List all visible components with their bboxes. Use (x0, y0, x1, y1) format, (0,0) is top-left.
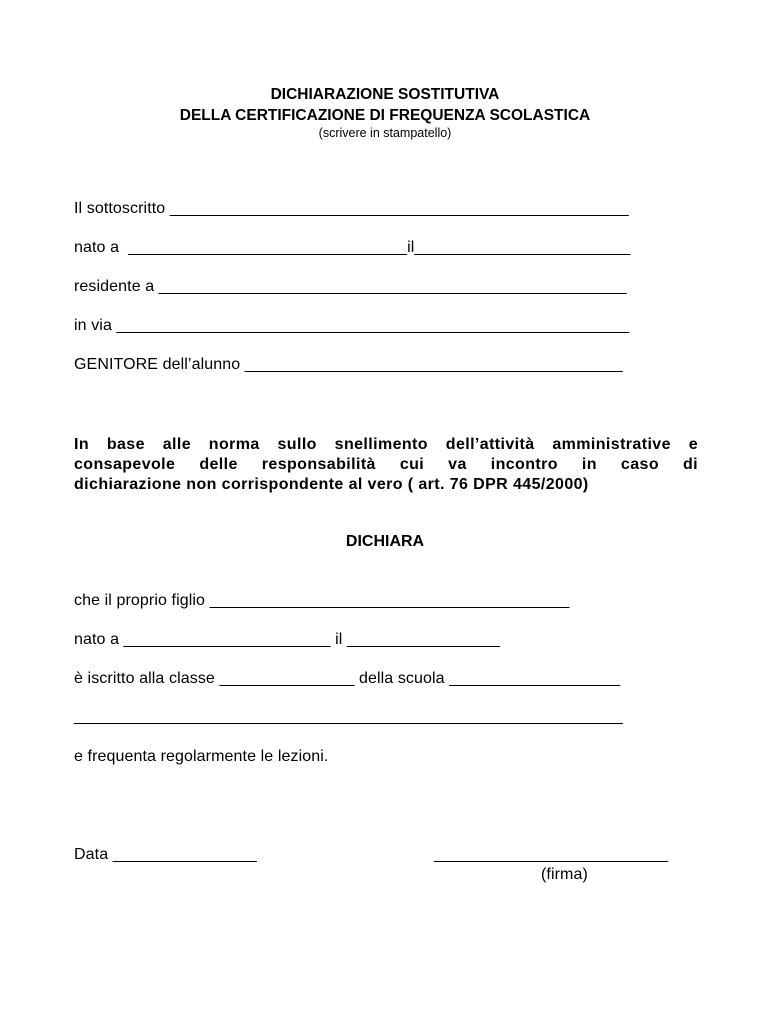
dichiara-heading: DICHIARA (345, 533, 425, 550)
document-title-line1: DICHIARAZIONE SOSTITUTIVA (270, 86, 500, 103)
parent-birthplace-field[interactable]: nato a _______________________________il________________________ (74, 239, 631, 256)
declaration-line2: consapevole delle responsabilità cui va incontro in caso di (74, 456, 698, 473)
declaration-line1: In base alle norma sullo snellimento dell’attività amministrative e (74, 436, 698, 453)
parent-of-student-field[interactable]: GENITORE dell’alunno __________________________________________ (74, 356, 623, 373)
sottoscritto-field[interactable]: Il sottoscritto ___________________________________________________ (74, 200, 629, 217)
school-continuation-field[interactable]: _____________________________________________________________ (74, 708, 623, 725)
declaration-paragraph (74, 435, 698, 495)
child-name-field[interactable]: che il proprio figlio ________________________________________ (74, 592, 570, 609)
signature-label: (firma) (541, 866, 588, 883)
document-subtitle: (scrivere in stampatello) (318, 126, 452, 140)
street-field[interactable]: in via _________________________________________________________ (74, 317, 630, 334)
document-title-line2: DELLA CERTIFICAZIONE DI FREQUENZA SCOLASTICA (179, 107, 591, 124)
date-field[interactable]: Data ________________ (74, 846, 257, 863)
signature-field[interactable]: __________________________ (434, 846, 668, 863)
class-school-field[interactable]: è iscritto alla classe _______________ della scuola ___________________ (74, 670, 621, 687)
declaration-line3: dichiarazione non corrispondente al vero ( art. 76 DPR 445/2000) (74, 476, 589, 493)
child-birth-field[interactable]: nato a _______________________ il _________________ (74, 631, 500, 648)
attendance-statement: e frequenta regolarmente le lezioni. (74, 748, 329, 765)
residence-field[interactable]: residente a ____________________________________________________ (74, 278, 627, 295)
